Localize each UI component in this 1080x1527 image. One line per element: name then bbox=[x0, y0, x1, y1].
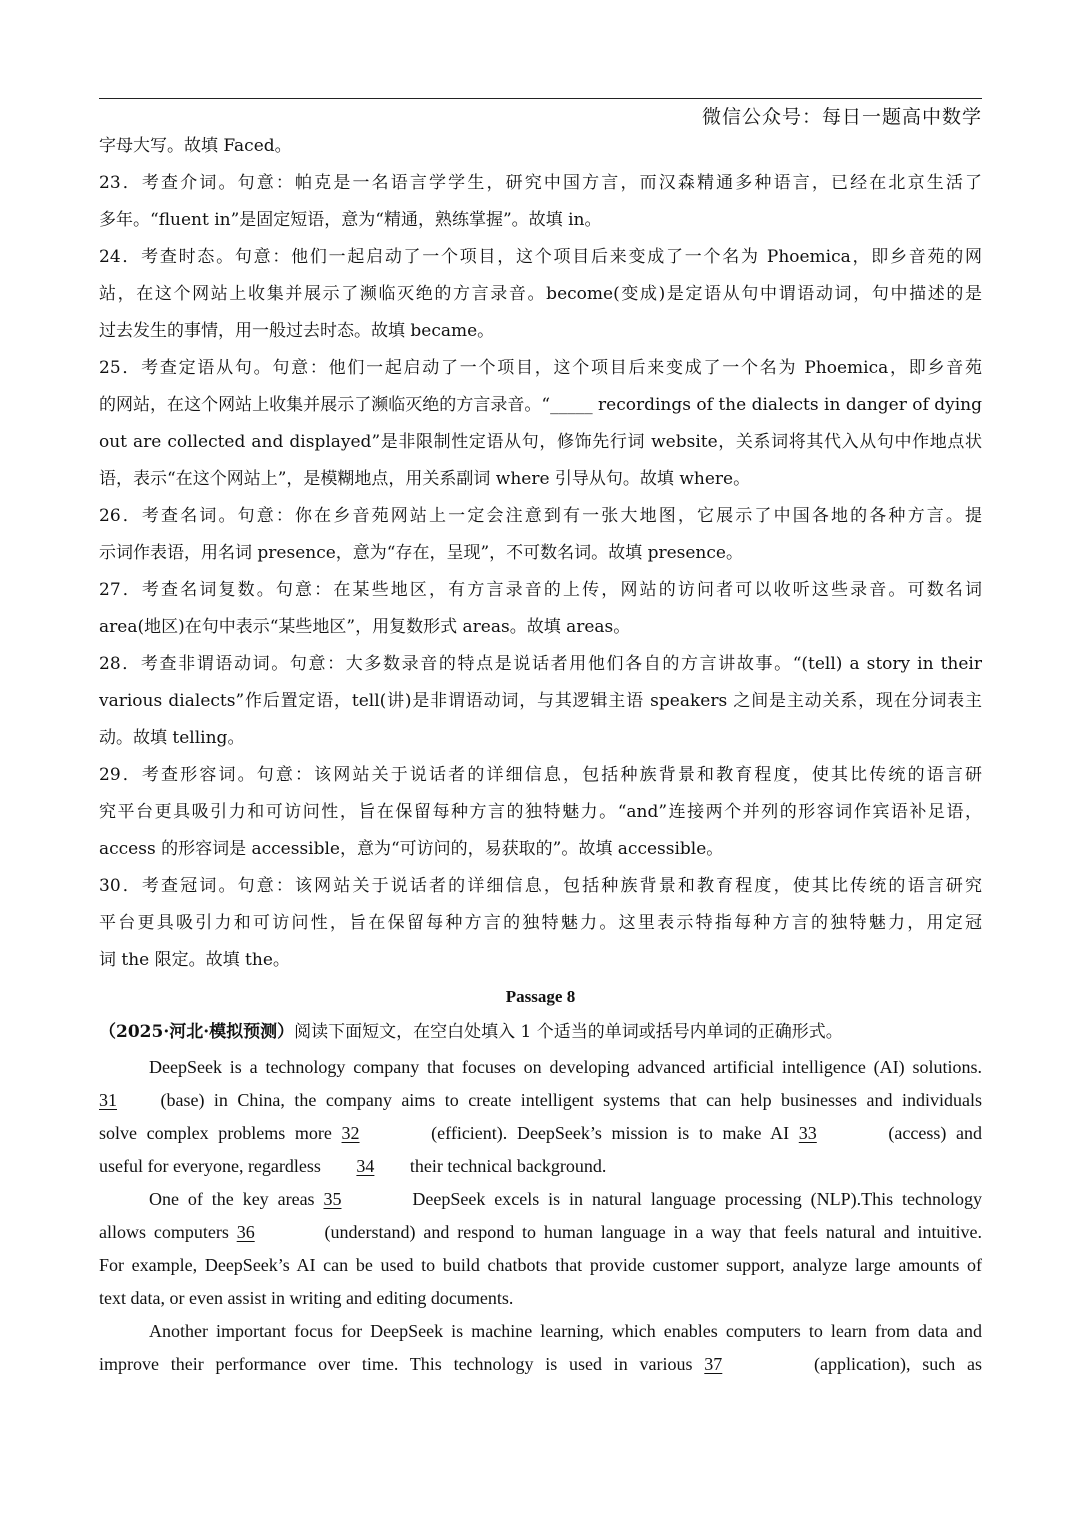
passage-title: Passage 8 bbox=[505, 987, 576, 1006]
explanation-line: 究平台更具吸引力和可访问性，旨在保留每种方言的独特魅力。“and”连接两个并列的形容词作宾语补足语， bbox=[99, 802, 982, 822]
passage-source: （2025·河北·模拟预测） bbox=[99, 1022, 295, 1042]
explanation-line: 动。故填 telling。 bbox=[99, 728, 245, 748]
passage-text: useful for everyone, regardless bbox=[99, 1156, 326, 1176]
wechat-header: 微信公众号：每日一题高中数学 bbox=[701, 106, 982, 128]
instruction-text: 阅读下面短文，在空白处填入 1 个适当的单词或括号内单词的正确形式。 bbox=[294, 1022, 843, 1042]
explanation-line: 24．考查时态。句意：他们一起启动了一个项目，这个项目后来变成了一个名为 Phoemica，即乡音苑的网 bbox=[99, 247, 982, 267]
passage-text: (base) in China, the company aims to create intelligent systems that can help businesses and individuals bbox=[151, 1090, 982, 1110]
explanation-line: 25．考查定语从句。句意：他们一起启动了一个项目，这个项目后来变成了一个名为 Phoemica，即乡音苑 bbox=[99, 358, 982, 378]
passage-text: (access) and bbox=[878, 1123, 983, 1143]
passage-line: text data, or even assist in writing and editing documents. bbox=[99, 1288, 514, 1308]
passage-text: (efficient). DeepSeek’s mission is to make AI bbox=[421, 1123, 799, 1143]
passage-line bbox=[99, 1216, 982, 1249]
blank-33: 33 bbox=[798, 1123, 817, 1143]
explanation-line: 过去发生的事情，用一般过去时态。故填 became。 bbox=[99, 321, 495, 341]
explanation-line: 多年。“fluent in”是固定短语，意为“精通，熟练掌握”。故填 in。 bbox=[99, 210, 602, 230]
passage-text: allows computers bbox=[99, 1222, 237, 1242]
explanation-line: various dialects”作后置定语，tell(讲)是非谓语动词，与其逻辑主语 speakers 之间是主动关系，现在分词表主 bbox=[99, 691, 982, 711]
passage-instruction bbox=[99, 1014, 982, 1051]
explanation-line: 语，表示“在这个网站上”，是模糊地点，用关系副词 where 引导从句。故填 where。 bbox=[99, 469, 751, 489]
passage-text: (application), such as bbox=[802, 1354, 982, 1374]
blank-37: 37 bbox=[704, 1354, 723, 1374]
passage-line bbox=[99, 1150, 982, 1183]
explanation-line: 29．考查形容词。句意：该网站关于说话者的详细信息，包括种族背景和教育程度，使其比传统的语言研 bbox=[99, 765, 982, 785]
passage-line bbox=[99, 1084, 982, 1117]
blank-32: 32 bbox=[341, 1123, 360, 1143]
blank-34: 34 bbox=[356, 1156, 375, 1176]
explanation-line: 27．考查名词复数。句意：在某些地区，有方言录音的上传，网站的访问者可以收听这些录音。可数名词 bbox=[99, 580, 982, 600]
explanation-line: 示词作表语，用名词 presence，意为“存在，呈现”，不可数名词。故填 presence。 bbox=[99, 543, 743, 563]
header-rule bbox=[99, 98, 982, 99]
explanation-line: access 的形容词是 accessible，意为“可访问的，易获取的”。故填 accessible。 bbox=[99, 839, 724, 859]
explanation-line: out are collected and displayed”是非限制性定语从句，修饰先行词 website，关系词将其代入从句中作地点状 bbox=[99, 432, 982, 452]
explanation-line: area(地区)在句中表示“某些地区”，用复数形式 areas。故填 areas。 bbox=[99, 617, 631, 637]
explanations bbox=[99, 128, 982, 979]
passage-line: DeepSeek is a technology company that focuses on developing advanced artificial intelligence (AI) solutions. bbox=[149, 1057, 982, 1077]
explanation-line: 28．考查非谓语动词。句意：大多数录音的特点是说话者用他们各自的方言讲故事。“(tell) a story in their bbox=[99, 654, 982, 674]
passage-text: DeepSeek excels is in natural language processing (NLP).This technology bbox=[403, 1189, 982, 1209]
passage-line: Another important focus for DeepSeek is machine learning, which enables computers to learn from data and bbox=[149, 1321, 982, 1341]
explanation-line: 字母大写。故填 Faced。 bbox=[99, 136, 292, 156]
passage-line bbox=[99, 1117, 982, 1150]
explanation-line: 平台更具吸引力和可访问性，旨在保留每种方言的独特魅力。这里表示特指每种方言的独特魅力，用定冠 bbox=[99, 913, 982, 933]
passage-line: For example, DeepSeek’s AI can be used to build chatbots that provide customer support, analyze large amounts of bbox=[99, 1255, 982, 1275]
passage-line bbox=[99, 1348, 982, 1381]
passage-body bbox=[99, 1051, 982, 1381]
explanation-line: 23．考查介词。句意：帕克是一名语言学学生，研究中国方言，而汉森精通多种语言，已经在北京生活了 bbox=[99, 173, 982, 193]
explanation-line: 词 the 限定。故填 the。 bbox=[99, 950, 290, 970]
passage-text: (understand) and respond to human language in a way that feels natural and intuitive. bbox=[316, 1222, 982, 1242]
passage-text: improve their performance over time. This technology is used in various bbox=[99, 1354, 705, 1374]
page-content bbox=[99, 128, 982, 1381]
explanation-line: 的网站，在这个网站上收集并展示了濒临灭绝的方言录音。“_____ recordings of the dialects in danger of dying bbox=[99, 395, 982, 415]
explanation-line: 30．考查冠词。句意：该网站关于说话者的详细信息，包括种族背景和教育程度，使其比传统的语言研究 bbox=[99, 876, 982, 896]
explanation-line: 站，在这个网站上收集并展示了濒临灭绝的方言录音。become(变成)是定语从句中谓语动词，句中描述的是 bbox=[99, 284, 982, 304]
passage-text: solve complex problems more bbox=[99, 1123, 342, 1143]
blank-35: 35 bbox=[323, 1189, 342, 1209]
passage-text: One of the key areas bbox=[149, 1189, 324, 1209]
blank-36: 36 bbox=[236, 1222, 255, 1242]
blank-31: 31 bbox=[99, 1090, 117, 1110]
passage-text: their technical background. bbox=[405, 1156, 607, 1176]
passage-line bbox=[99, 1183, 982, 1216]
explanation-line: 26．考查名词。句意：你在乡音苑网站上一定会注意到有一张大地图，它展示了中国各地的各种方言。提 bbox=[99, 506, 982, 526]
